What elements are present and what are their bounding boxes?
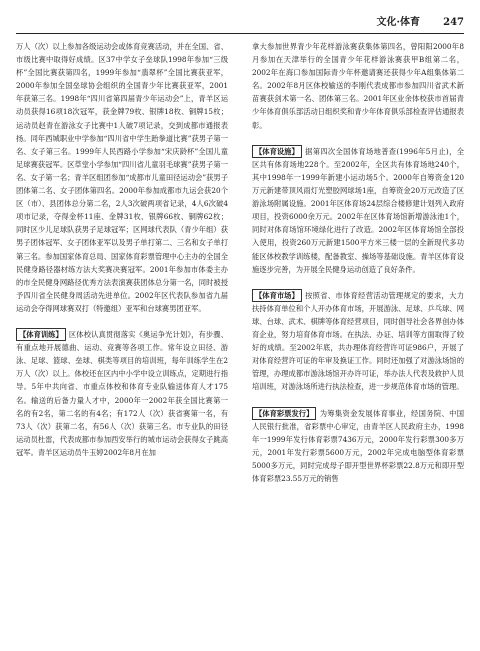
paragraph-training-continued: 拿大参加世界青少年花样游泳赛获集体第四名，曾阳阳2000年8月参加在天津举行的全国青少年花样游泳赛获甲B组第二名，2002年在海口参加国际青少年杯邀请赛还获得少年A组集体第二名。2002年8月区体校输送的李刚代表成都市参加四川省武术新苗赛获剑术第一名、团体第三名。2001年区业余体校获市首届青少年体育俱乐部活动日组织奖和青少年体育俱乐部检查评估通报表彰。	[252, 42, 464, 130]
sports-market-heading: 【体育市场】	[252, 289, 302, 302]
paragraph-gap	[252, 132, 464, 145]
lottery-text: 为筹集资金发展体育事业，经国务院、中国人民银行批准，省彩票中心审定，由青羊区人民政府主办，1998年一1999年发行体育彩票7436万元，2000年发行彩票300多万元，2001年发行彩票5600万元，2002年完成电脑型体育彩票5000多万元，同时完成母子即开型世界杯彩票22.8万元和即开型体育彩票23.55万元的销售	[252, 408, 464, 484]
left-column	[16, 40, 228, 640]
paragraph-sports-facilities	[252, 145, 464, 276]
paragraph-sports-events: 万人（次）以上参加各级运动会或体育竞赛活动，并在全国、省、市级比赛中取得好成绩。区37中学女子垒球队1998年参加“三级杯”全国比赛获第四名，1999年参加“翡翠杯”全国比赛获亚军，2000年参加全国垒球协会组织的全国青少年比赛获亚军，2001年获第三名。1998年“四川省第四届青少年运动会”上，青羊区运动员获得16项18次冠军，获金牌79枚、银牌18枚、铜牌15枚；运动员赵青在游泳女子比赛中1人破7项记录，交到成都市通报表扬。同年西城职业中学参加“四川省中学生跆拳道比赛”获男子第一名、女子第三名。1999年人民西路小学参加“宋庆龄杯”全国儿童足球赛获冠军。区草堂小学参加“四川省儿童羽毛球赛”获男子第一名、女子第一名；青羊区组团参加“成都市儿童田径运动会”获男子团体第二名、女子团体第四名。2000年参加成都市九运会获20个区（市）、县团体总分第二名，2人3次破两项省记录，4人6次破4项市记录，夺得金杯11座、金牌31枚、银牌66枚、铜牌62枚；同时区少儿足球队获男子足球冠军；区网球代表队（青少年组）获男子团体冠军、女子团体亚军以及男子单打第二、三名和女子单打第三名。参加国家体育总局、国家体育彩票管理中心主办的全国全民健身路径器材练方法大奖赛决赛冠军。2001年参加市体委主办的市全民健身网路径优秀方法表演赛获团体总分第一名，同时被授予四川省全民健身周活动先进单位。2002年区代表队参加省九届运动会夺得网球赛双打（特邀组）亚军和台球赛男团亚军。	[16, 42, 228, 313]
sports-market-text: 按照省、市体育经营活动管理规定的要求，大力扶持体育单位和个人开办体育市场，开展游泳、足球、乒乓球、网球、台球、武术、棋牌等体育经营项目，同时倡导社会各界创办体育企业，努力培育体育市场。在执法、办证、培训等方面取得了较好的成绩。至2002年底，共办理体育经营许可证986户，开展了对体育经营许可证的年审及换证工作。同时还加强了对游泳场馆的管理，办理成都市游泳场馆开办许可证，举办法人代表及救护人员培训班，对游泳场所进行执法检查，进一步规范体育市场的管理。	[252, 290, 464, 392]
paragraph-gap	[252, 276, 464, 289]
paragraph-sports-market	[252, 289, 464, 394]
sports-training-heading: 【体育训练】	[16, 328, 66, 341]
right-column	[252, 40, 464, 640]
sports-facilities-heading: 【体育设施】	[252, 145, 302, 158]
sports-training-text: 区体校认真贯彻落实《奥运争光计划》，有步骤、有重点地开展德曲、运动、竞赛等各项工作。常年设立田径、游泳、足球、篮球、垒球、棋类等项目的培训班，每年训练学生在2万人（次）以上。体校还在区内中小学中设立训练点，定期进行指导。5年中共向省、市重点体校和体育专业队输送体育人才175名。输送的后备力量人才中，2000年一2002年获全国比赛第一名的有2名，第二名的有4名；有172人（次）获省赛第一名，有73人（次）获第二名，有56人（次）获第三名。市专业队的田径运动员杜雷，代表成都市参加西安举行的城市运动会获得女子跳高冠军。青羊区运动员牛玉婷2002年8月在加	[16, 330, 228, 457]
paragraph-gap	[252, 394, 464, 407]
sports-facilities-text: 据第四次全国体育场地普查(1996年5月止)，全区共有体育场地228个。至2002年，全区共有体育场地240个，其中1998年一1999年新建小运动场5个。2000年自筹资金120万元新建带顶风雨灯光塑胶网球场1座，自筹资金20万元改造了区游泳场附属设施。2001年区体育场24层综合楼修建计划列入政府项目，投资6000余万元。2002年在区体育场馆新增游泳池1个，同时对体育场馆环境绿化进行了改造。2002年区体育场馆全部投入使用，投资260万元新建1500平方米三楼一层的全新现代多功能区体校教学训练楼，配备教室、操场等基础设施。青羊区体育设施逐步完善，为开展全民健身运动创造了良好条件。	[252, 146, 464, 274]
paragraph-gap	[16, 315, 228, 328]
page-number: 247	[443, 17, 464, 28]
lottery-heading: 【体育彩票发行】	[252, 407, 316, 420]
section-title: 文化·体育	[376, 17, 420, 28]
paragraph-sports-training	[16, 328, 228, 459]
paragraph-lottery	[252, 407, 464, 486]
page-header	[16, 14, 464, 32]
header-rule	[16, 33, 464, 34]
